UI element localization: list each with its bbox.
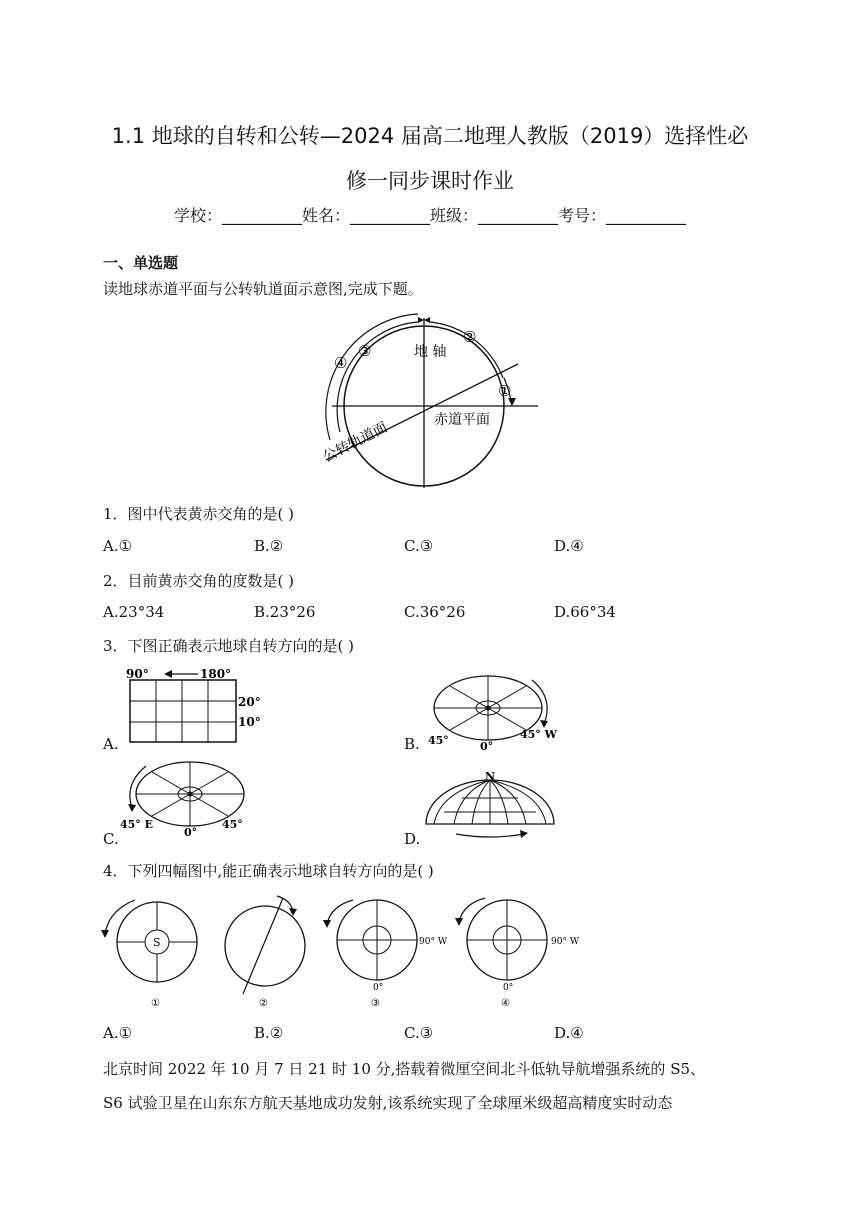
doc-title-line1: 1.1 地球的自转和公转—2024 届高二地理人教版（2019）选择性必 — [111, 124, 749, 148]
label-axis: 地 轴 — [414, 344, 447, 360]
fig4-p4-side: 90° W — [551, 937, 580, 947]
fig4-p1-center: S — [153, 936, 161, 949]
q3-option-a[interactable]: A. — [103, 735, 119, 753]
label-m3: ③ — [358, 342, 372, 360]
fig4-panel-4 — [455, 898, 580, 1009]
fig4-p1-num: ① — [151, 998, 160, 1009]
q1-option-d[interactable]: D.④ — [554, 537, 584, 555]
fig4-p4-bottom: 0° — [503, 983, 514, 993]
question-3-stem: 3．下图正确表示地球自转方向的是( ) — [103, 637, 355, 655]
label-m2: ② — [463, 328, 477, 346]
q4-option-a[interactable]: A.① — [103, 1024, 133, 1042]
fig4-p4-num: ④ — [501, 998, 510, 1009]
fig3d-label-n: N — [485, 772, 496, 783]
question-2-stem: 2．目前黄赤交角的度数是( ) — [103, 572, 295, 590]
q4-option-d[interactable]: D.④ — [554, 1024, 584, 1042]
q2-option-b[interactable]: B.23°26 — [254, 603, 316, 621]
q2-option-c[interactable]: C.36°26 — [404, 603, 466, 621]
fig3a-label-10: 10° — [238, 715, 261, 729]
q3-option-b[interactable]: B. — [404, 735, 420, 753]
section-heading: 一、单选题 — [103, 254, 179, 272]
q2-option-d[interactable]: D.66°34 — [554, 603, 616, 621]
fig3a-label-180: 180° — [200, 667, 232, 681]
fig3a-label-20: 20° — [238, 695, 261, 709]
passage-2-line-1: 北京时间 2022 年 10 月 7 日 21 时 10 分,搭载着微厘空间北斗低轨导航增强系统的 S5、 — [103, 1060, 706, 1078]
label-m1: ① — [498, 382, 512, 400]
q3-option-d[interactable]: D. — [404, 830, 421, 848]
question-1-stem: 1．图中代表黄赤交角的是( ) — [103, 505, 295, 523]
figure-3d-hemisphere — [420, 772, 560, 844]
passage-2-line-2: S6 试验卫星在山东东方航天基地成功发射,该系统实现了全球厘米级超高精度实时动态 — [103, 1094, 673, 1112]
fig3c-label-right: 45° — [222, 818, 243, 831]
fig4-p2-num: ② — [259, 998, 268, 1009]
figure-3c-polar — [112, 760, 262, 840]
figure-earth-orbit-diagram — [318, 312, 546, 492]
q1-option-c[interactable]: C.③ — [404, 537, 434, 555]
fig4-panel-1 — [101, 900, 197, 1009]
q3-option-c[interactable]: C. — [103, 830, 119, 848]
label-orbit: 公转轨道面 — [320, 419, 391, 466]
doc-title-line2: 修一同步课时作业 — [346, 169, 514, 193]
figure-4-panels — [95, 890, 595, 1016]
fig3c-label-mid: 0° — [184, 826, 198, 839]
q1-option-a[interactable]: A.① — [103, 537, 133, 555]
fig3b-label-right: 45° W — [520, 728, 557, 741]
figure-3a-grid — [118, 664, 278, 748]
passage-1: 读地球赤道平面与公转轨道面示意图,完成下题。 — [103, 280, 423, 298]
fig3c-label-left: 45° E — [120, 818, 154, 831]
fig4-p3-bottom: 0° — [373, 983, 384, 993]
fig3b-label-mid: 0° — [480, 740, 494, 752]
figure-3b-polar — [420, 672, 570, 752]
q1-option-b[interactable]: B.② — [254, 537, 284, 555]
q2-option-a[interactable]: A.23°34 — [103, 603, 165, 621]
label-equator: 赤道平面 — [434, 412, 490, 428]
q4-option-c[interactable]: C.③ — [404, 1024, 434, 1042]
fig3a-label-90: 90° — [126, 667, 149, 681]
fig4-panel-3 — [323, 900, 448, 1009]
fig3b-label-left: 45° — [428, 734, 449, 747]
label-m4: ④ — [334, 354, 348, 372]
fig4-p3-num: ③ — [371, 998, 380, 1009]
fig4-p3-side: 90° W — [419, 937, 448, 947]
student-info-line: 学校：__________姓名：__________班级：__________考号：__________ — [173, 206, 686, 225]
question-4-stem: 4．下列四幅图中,能正确表示地球自转方向的是( ) — [103, 862, 434, 880]
fig4-panel-2 — [225, 896, 305, 1009]
q4-option-b[interactable]: B.② — [254, 1024, 284, 1042]
